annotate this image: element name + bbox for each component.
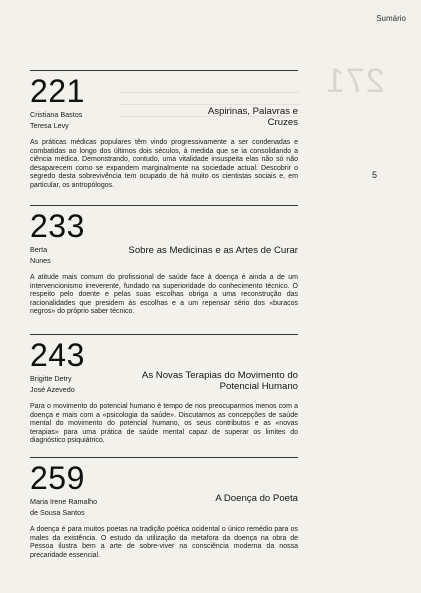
article-page-number: 243: [30, 337, 85, 373]
article-authors: Cristiana Bastos Teresa Levy: [30, 110, 83, 130]
article-221: [30, 73, 298, 191]
article-authors: Maria Irene Ramalho de Sousa Santos: [30, 497, 98, 517]
article-243: [30, 337, 298, 446]
article-authors: Brigitte Detry José Azevedo: [30, 374, 75, 394]
article-abstract: A doença é para muitos poetas na tradição poética ocidental o único remédio para os males da existência. O estudo da utilização da metafora da doença na obra de Pessoa ilustra bem a arte de sobre-viver na consciência moderna da nossa precaridade essencial.: [30, 526, 298, 559]
article-page-number: 259: [30, 460, 85, 496]
section-rule: [30, 334, 298, 335]
page-number: 5: [372, 170, 378, 180]
article-title: A Doença do Poeta: [215, 493, 298, 504]
section-rule: [30, 457, 298, 458]
article-259: [30, 460, 298, 560]
section-rule: [30, 70, 298, 71]
article-title: Sobre as Medicinas e as Artes de Curar: [128, 245, 298, 256]
article-authors: Berta Nunes: [30, 245, 51, 265]
article-abstract: A atitude mais comum do profissional de saúde face à doença é ainda a de um intervencionismo irreverente, fundado na superioridade do conhecimento técnico. O respeito pelo doente e pelas suas escolhas obriga a uma reconstrução das racionalidades que presidem às escolhas e a um repensar sério dos «buracos negros» do próprio saber técnico.: [30, 274, 298, 316]
article-abstract: As práticas médicas populares têm vindo progressivamente a ser condenadas e combatidas ao longo dos últimos dois séculos, à medida que se ia consolidando a ciência médica. Demonstrando, contudo, uma vitalidade insuspeita elas não só não desaparecem como se expandem marginalmente na sociedade actual. Descobrir o segredo desta sobrevivência tem ocupado de há muito os cientistas sociais e, em particular, os antropólogos.: [30, 139, 298, 189]
article-233: [30, 208, 298, 317]
section-rule: [30, 205, 298, 206]
article-abstract: Para o movimento do potencial humano é tempo de nos preocuparmos menos com a doença e mais com a «psicologia da saúde». Discutamos as concepções de saúde mental do movimento do potencial humano, os seus contributos e as «novas terapias» para uma prática de saúde mental capaz de superar os limites do diagnóstico psiquiátrico.: [30, 403, 298, 445]
article-page-number: 233: [30, 208, 85, 244]
article-title: As Novas Terapias do Movimento do Potencial Humano: [141, 370, 298, 392]
bleed-through-ghost: 271: [325, 62, 385, 100]
article-title: Aspirinas, Palavras e Cruzes: [207, 106, 298, 128]
article-page-number: 221: [30, 73, 85, 109]
running-head: Sumário: [376, 14, 406, 23]
